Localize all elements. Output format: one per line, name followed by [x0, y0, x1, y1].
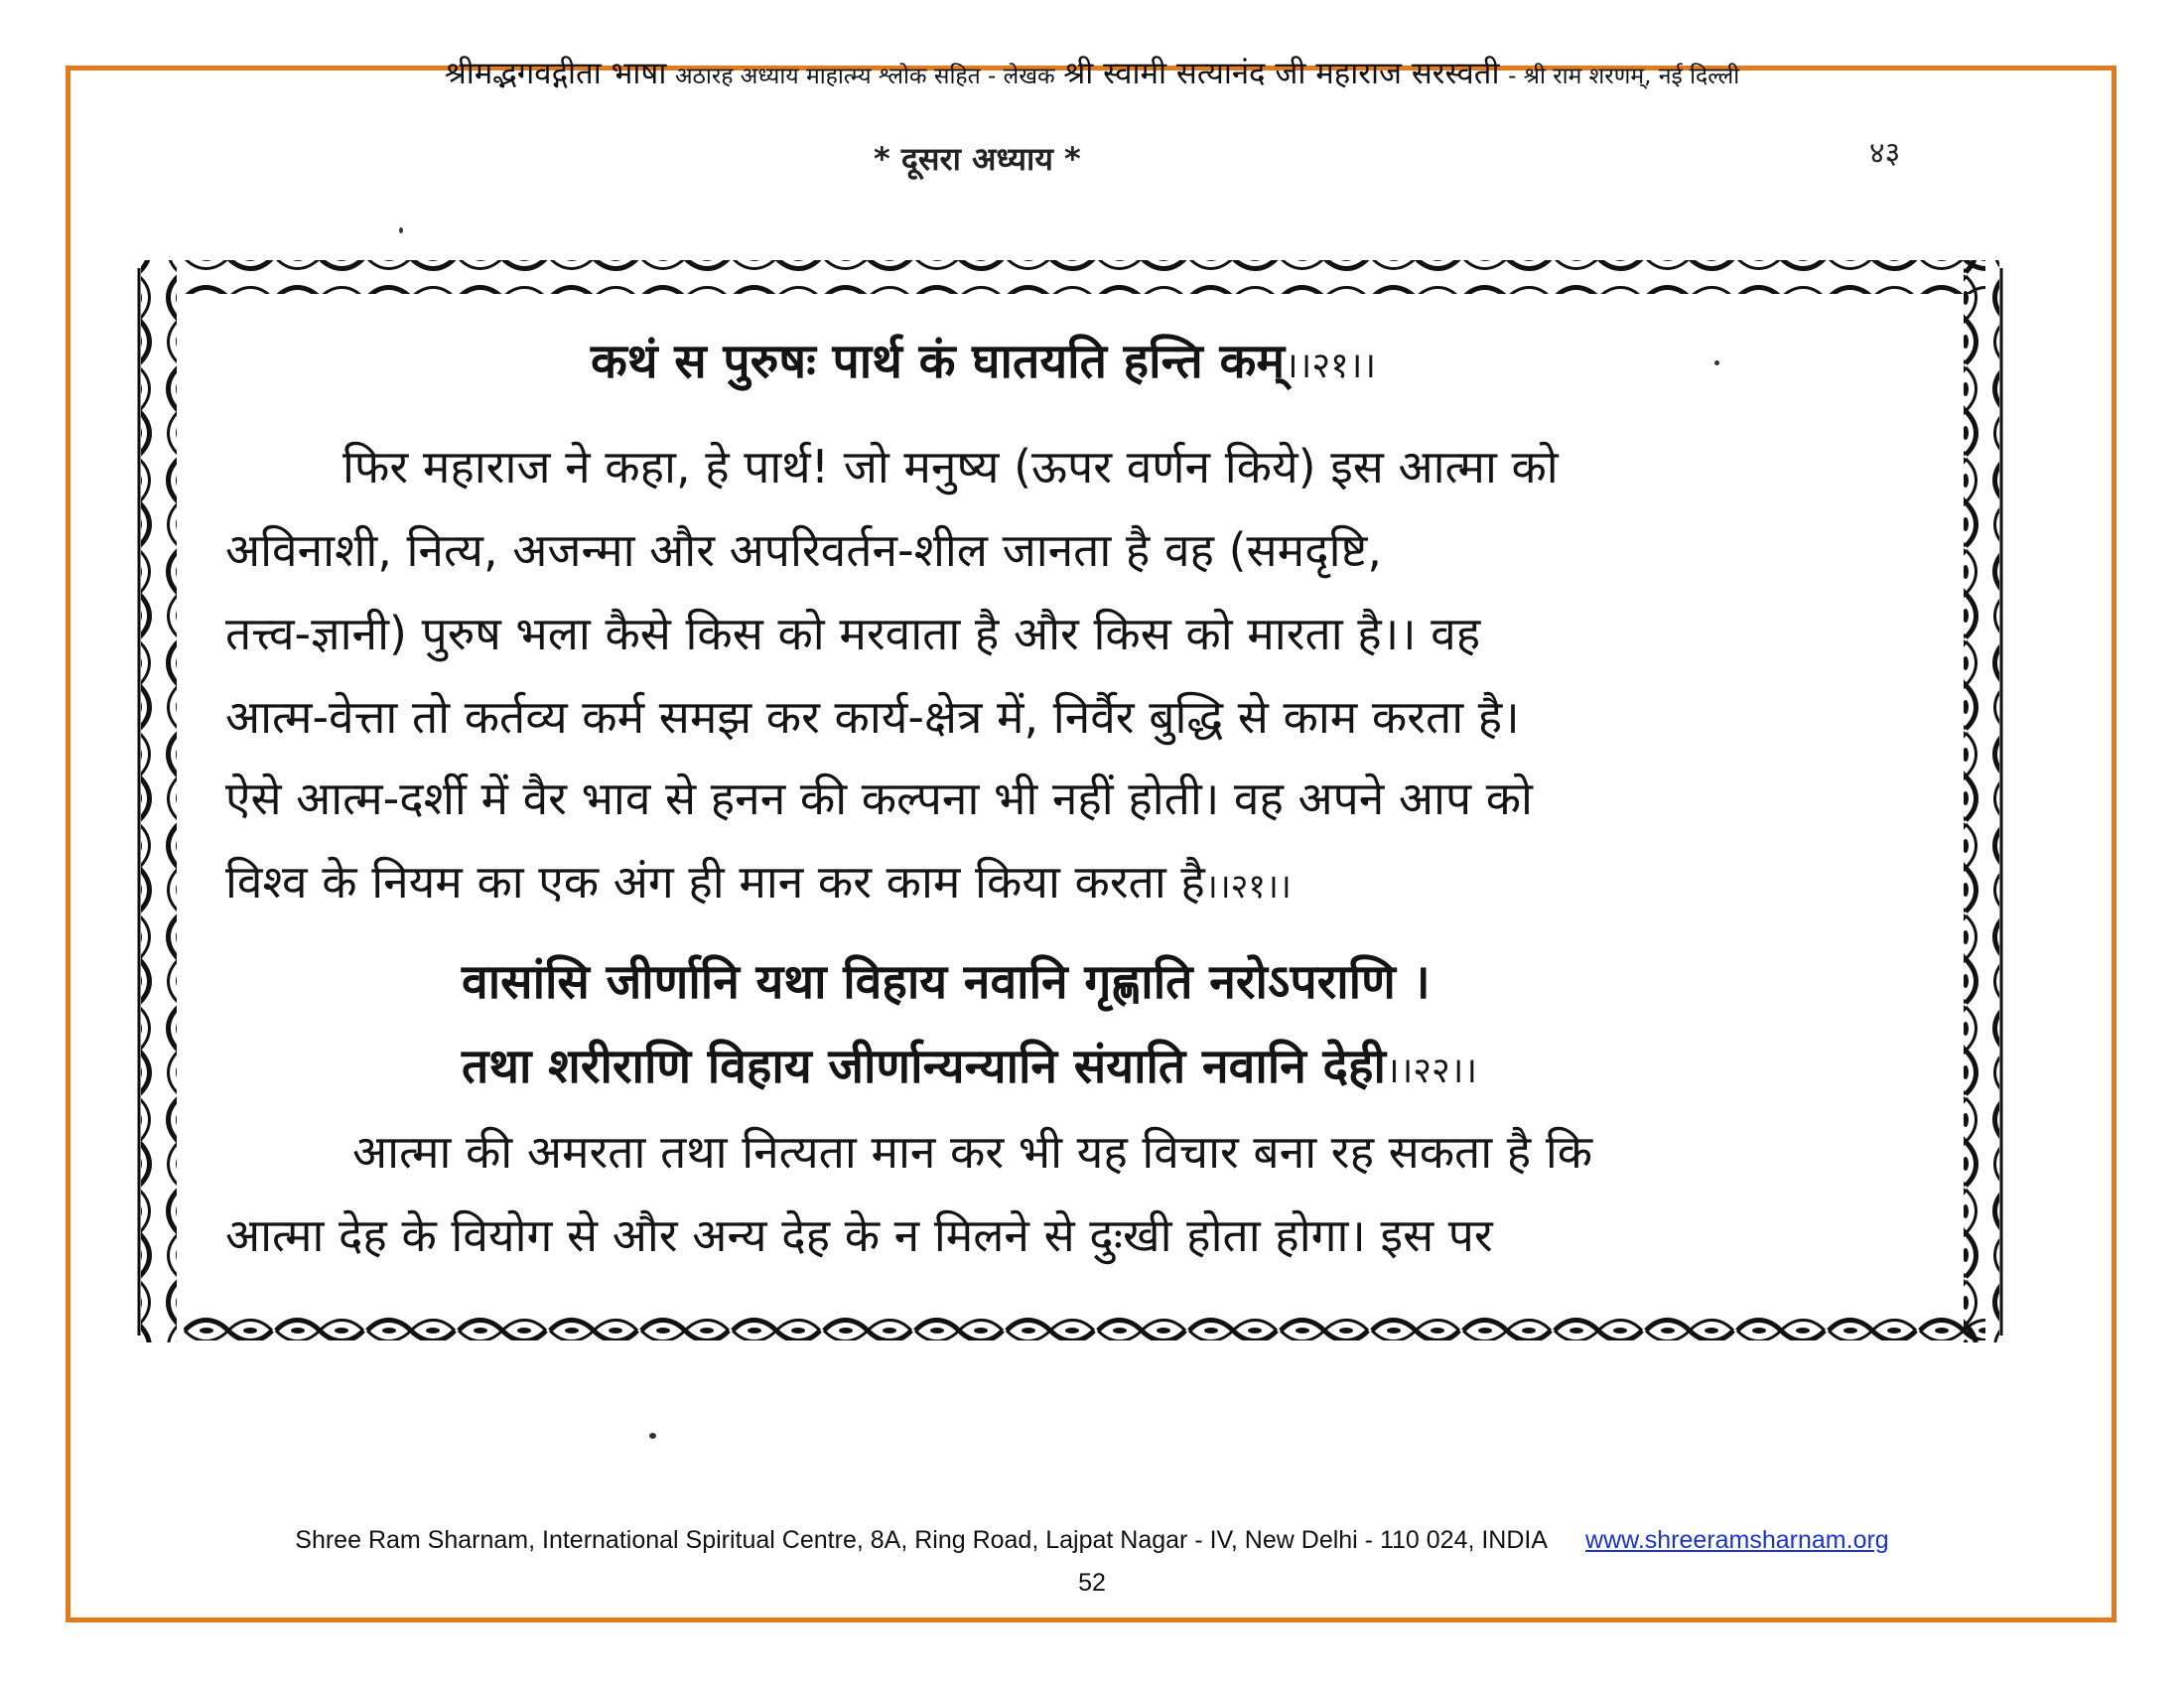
commentary-21-line	[225, 850, 1292, 912]
verse-21	[591, 328, 1376, 392]
footer-page-number: 52	[1078, 1569, 1106, 1597]
commentary-21-line: ऐसे आत्म-दर्शी में वैर भाव से हनन की कल्पना भी नहीं होती। वह अपने आप को	[225, 772, 1533, 825]
footer-website-link[interactable]: www.shreeramsharnam.org	[1585, 1526, 1889, 1554]
commentary-21-line: तत्त्व-ज्ञानी) पुरुष भला कैसे किस को मरवाता है और किस को मारता है।। वह	[225, 607, 1481, 660]
header-subtitle: अठारह अध्याय माहात्म्य श्लोक सहित - लेखक	[674, 64, 1055, 89]
verse-21-number: ।।२१।।	[1285, 346, 1377, 386]
header-publisher: - श्री राम शरणम्, नई दिल्ली	[1508, 64, 1740, 89]
header-author: श्री स्वामी सत्यानंद जी महाराज सरस्वती	[1063, 56, 1500, 91]
verse-21-text: कथं स पुरुषः पार्थ कं घातयति हन्ति कम्	[591, 334, 1286, 389]
printed-page-number: ४३	[1869, 136, 1901, 171]
commentary-21-last-text: विश्व के नियम का एक अंग ही मान कर काम किया करता है	[225, 855, 1205, 909]
verse-22-text: तथा शरीराणि विहाय जीर्णान्यन्यानि संयाति नवानि देही	[462, 1039, 1386, 1094]
verse-22-line-2	[462, 1033, 1477, 1097]
page-footer	[0, 1526, 2184, 1555]
footer-address: Shree Ram Sharnam, International Spiritual Centre, 8A, Ring Road, Lajpat Nagar - IV, New Delhi - 110 024, INDIA	[295, 1526, 1549, 1554]
commentary-22-line: आत्मा की अमरता तथा नित्यता मान कर भी यह विचार बना रह सकता है कि	[352, 1125, 1593, 1179]
chapter-running-head: * दूसरा अध्याय *	[874, 140, 1081, 178]
verse-22-line-1: वासांसि जीर्णानि यथा विहाय नवानि गृह्णाति नरोऽपराणि ।	[462, 954, 1431, 1010]
verse-22-number: ।।२२।।	[1385, 1051, 1477, 1091]
commentary-21-number: ।।२१।।	[1204, 867, 1292, 907]
commentary-21-line: फिर महाराज ने कहा, हे पार्थ! जो मनुष्य (ऊपर वर्णन किये) इस आत्मा को	[342, 440, 1559, 493]
commentary-21-line: आत्म-वेत्ता तो कर्तव्य कर्म समझ कर कार्य-क्षेत्र में, निर्वैर बुद्धि से काम करता है।	[225, 690, 1520, 744]
commentary-21-line: अविनाशी, नित्य, अजन्मा और अपरिवर्तन-शील जानता है वह (समदृष्टि,	[225, 523, 1382, 577]
header-title: श्रीमद्भगवद्गीता भाषा	[444, 56, 667, 91]
commentary-22-line: आत्मा देह के वियोग से और अन्य देह के न मिलने से दुःखी होता होगा। इस पर	[225, 1208, 1493, 1262]
